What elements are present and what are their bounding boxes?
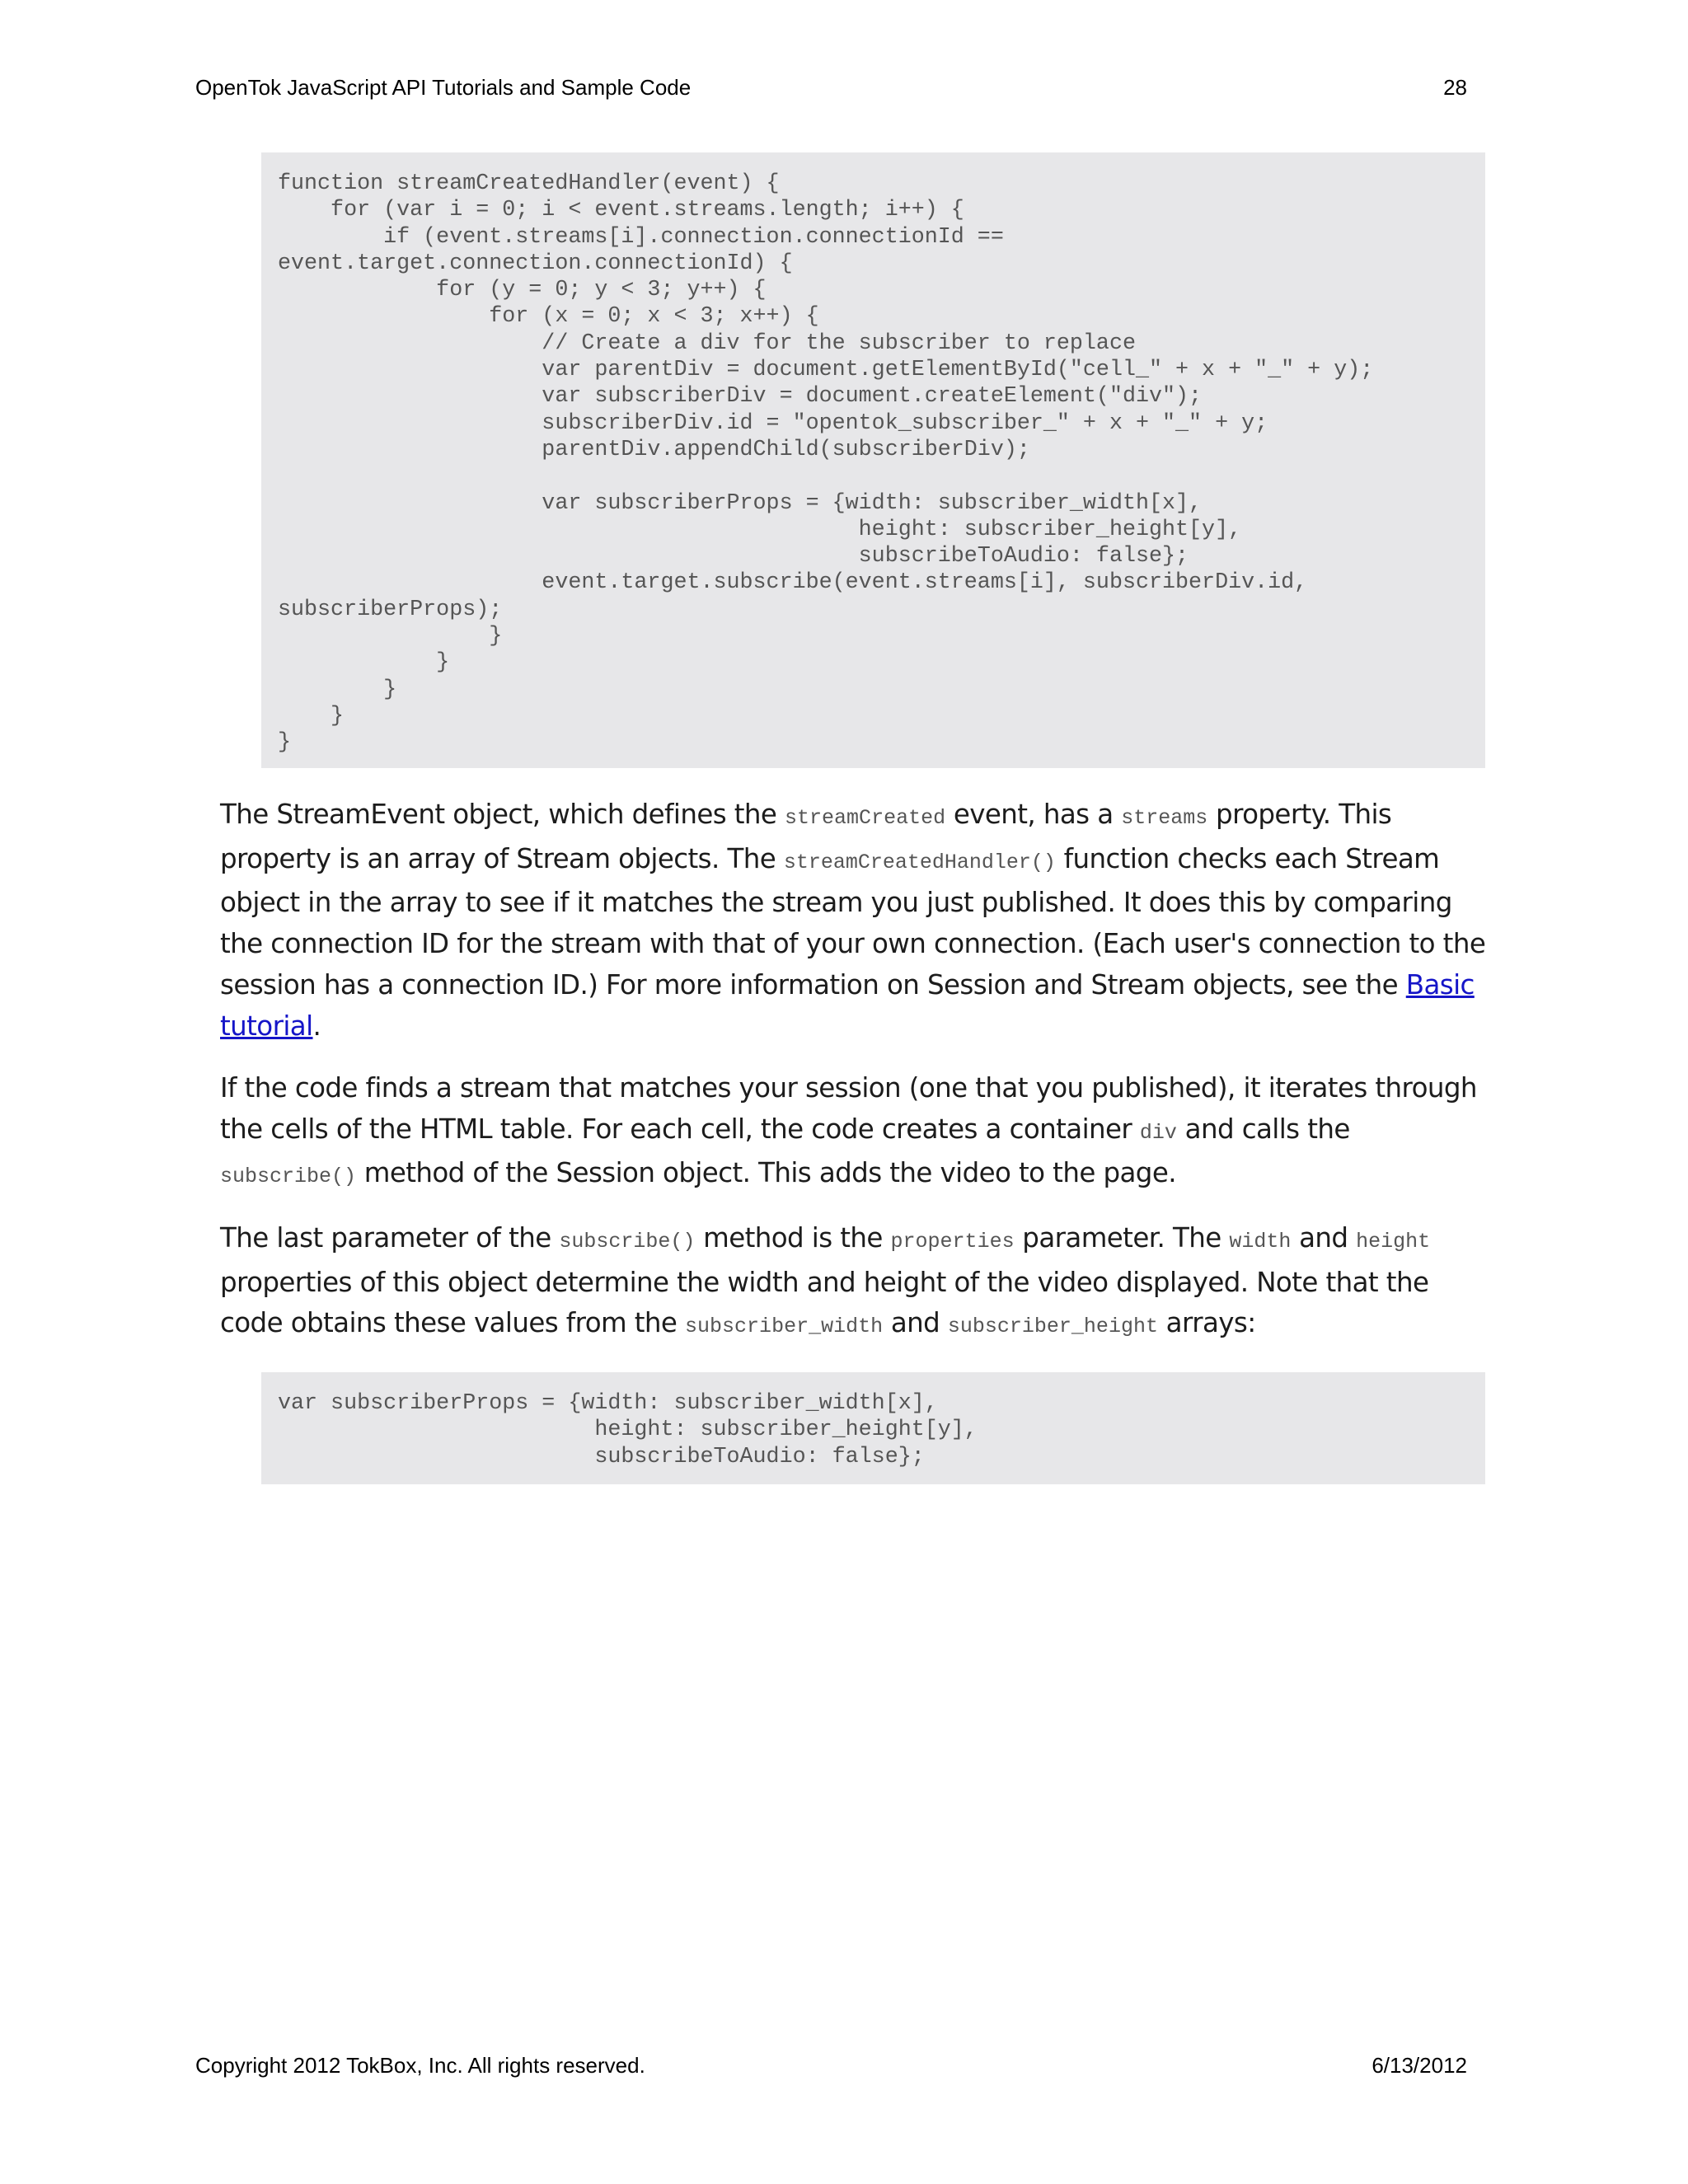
- text: If the code finds a stream that matches your session (one that you published), it iterates through the cells of the HTML table. For each cell, the code creates a container: [220, 1072, 1477, 1145]
- text: method is the: [695, 1222, 891, 1254]
- footer-date: 6/13/2012: [1372, 2052, 1467, 2078]
- inline-code: width: [1229, 1230, 1292, 1254]
- code-block-stream-created-handler: function streamCreatedHandler(event) { for (var i = 0; i < event.streams.length; i++) { if (event.streams[i].connection.connectionId == event.target.connection.connectionId) { for (y = 0; y < 3; y++) { for (x = 0; x < 3; x++) { // Create a div for the subscriber to replace var parentDiv = document.getElementById("cell_" + x + "_" + y); var subscriberDiv = document.createElement("div"); subscriberDiv.id = "opentok_subscriber_" + x + "_" + y; parentDiv.appendChild(subscriberDiv); var subscriberProps = {width: subscriber_width[x], height: subscriber_height[y], subscribeToAudio: false}; event.target.subscribe(event.streams[i], subscriberDiv.id, subscriberProps); } } } } }: [261, 152, 1485, 768]
- inline-code: streams: [1121, 806, 1208, 830]
- inline-code: subscribe(): [559, 1230, 696, 1254]
- page-number: 28: [1443, 74, 1467, 100]
- text: The last parameter of the: [220, 1222, 560, 1254]
- text: arrays:: [1157, 1307, 1256, 1339]
- basic-tutorial-link[interactable]: Basic tutorial: [220, 968, 1475, 1042]
- inline-code: subscriber_width: [685, 1315, 884, 1339]
- copyright-notice: Copyright 2012 TokBox, Inc. All rights reserved.: [195, 2052, 645, 2078]
- text: and: [1291, 1222, 1357, 1254]
- text: and: [883, 1307, 948, 1339]
- inline-code: div: [1139, 1120, 1177, 1145]
- text: .: [312, 1010, 321, 1042]
- page-footer: [195, 2049, 1467, 2082]
- text: and calls the: [1176, 1113, 1350, 1145]
- code-block-subscriber-props: var subscriberProps = {width: subscriber_width[x], height: subscriber_height[y], subscribeToAudio: false};: [261, 1372, 1485, 1484]
- text: method of the Session object. This adds the video to the page.: [356, 1157, 1176, 1189]
- text: function checks each Stream object in the array to see if it matches the stream you just published. It does this by comparing the connection ID for the stream with that of your own connection. (Each user's connection to the session has a connection ID.) For more information on Session and Stream objects, see the: [220, 842, 1486, 1001]
- text: The StreamEvent object, which defines the: [220, 799, 785, 830]
- text: event, has a: [945, 799, 1122, 830]
- inline-code: height: [1356, 1230, 1431, 1254]
- text: property. This property is an array of Stream objects. The: [220, 799, 1392, 874]
- paragraph-stream-event: [220, 794, 1489, 1047]
- paragraph-properties-parameter: [220, 1218, 1489, 1347]
- inline-code: streamCreated: [785, 806, 946, 830]
- inline-code: streamCreatedHandler(): [783, 850, 1056, 874]
- document-title: OpenTok JavaScript API Tutorials and Sample Code: [195, 74, 692, 100]
- inline-code: subscriber_height: [947, 1315, 1158, 1339]
- page-header: [195, 71, 1467, 104]
- text: parameter. The: [1014, 1222, 1230, 1254]
- inline-code: properties: [890, 1230, 1015, 1254]
- inline-code: subscribe(): [220, 1165, 357, 1189]
- paragraph-iterate-cells: [220, 1068, 1489, 1197]
- text: properties of this object determine the width and height of the video displayed. Note that the code obtains these values from the: [220, 1266, 1429, 1339]
